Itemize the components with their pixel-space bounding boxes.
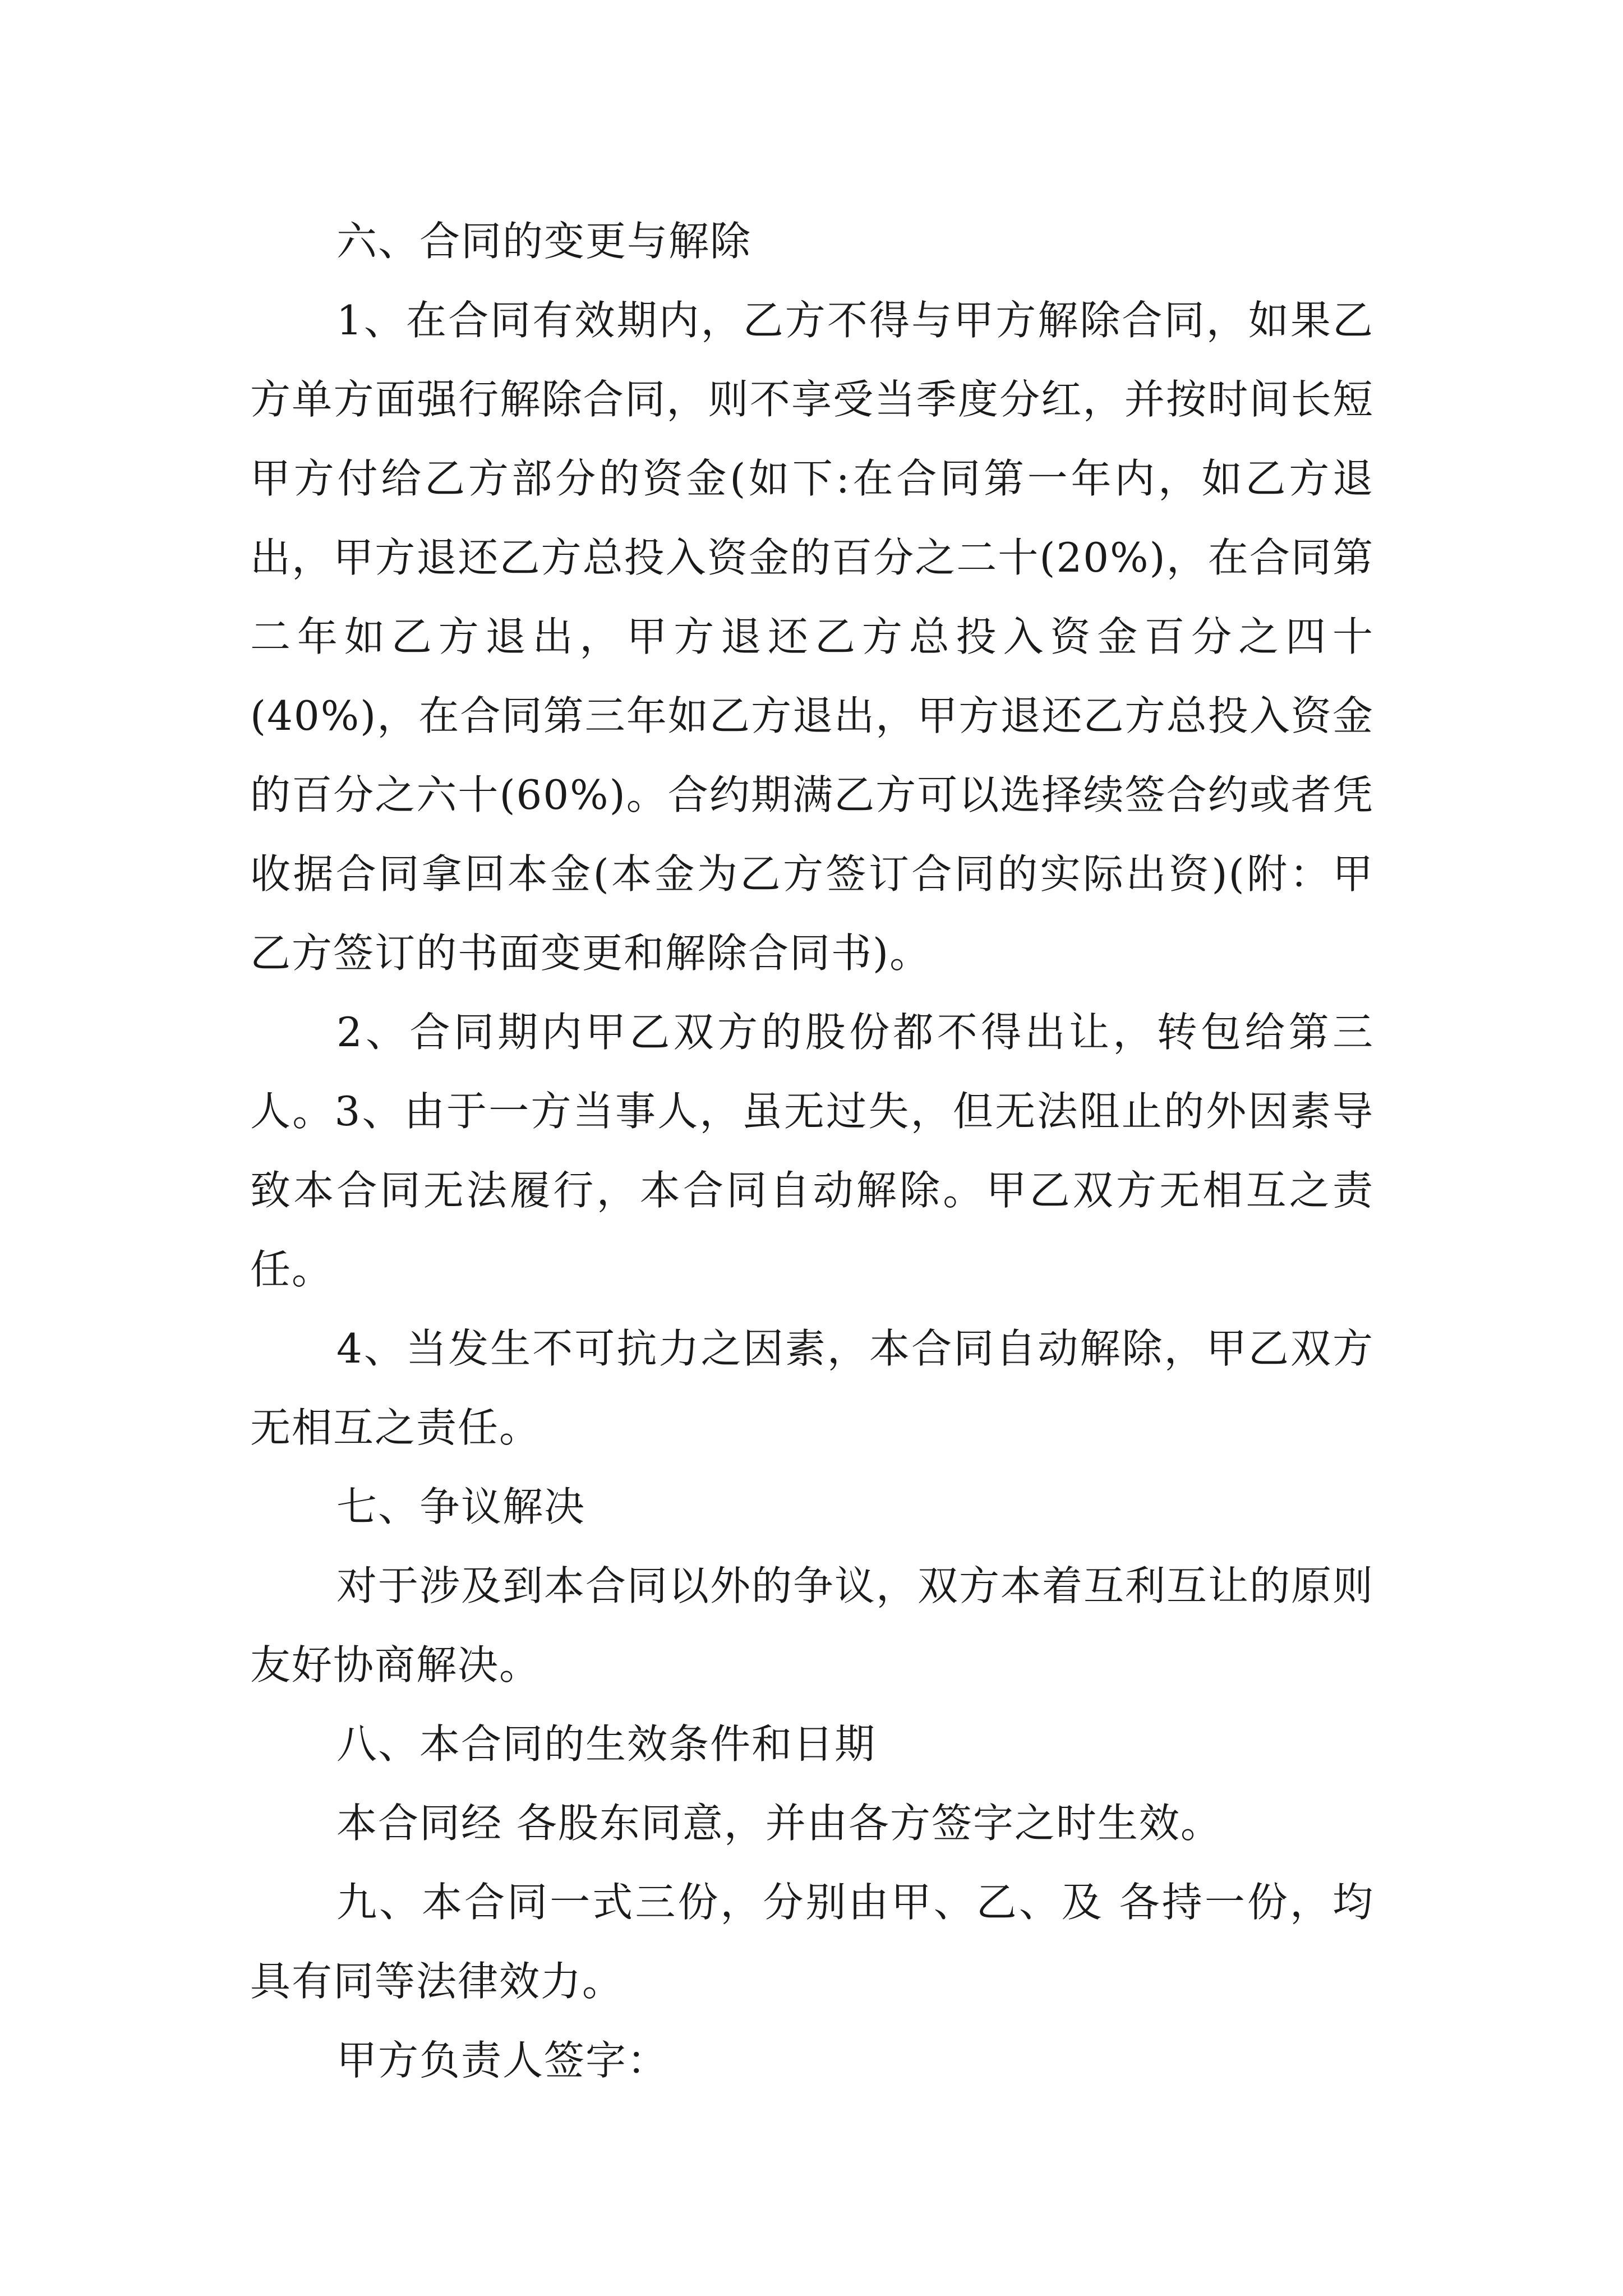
clause-paragraph: 1、在合同有效期内，乙方不得与甲方解除合同，如果乙方单方面强行解除合同，则不享受当季度分红，并按时间长短甲方付给乙方部分的资金(如下:在合同第一年内，如乙方退出，甲方退还乙方总投入资金的百分之二十(20%)，在合同第二年如乙方退出，甲方退还乙方总投入资金百分之四十(40%)，在合同第三年如乙方退出，甲方退还乙方总投入资金的百分之六十(60%)。合约期满乙方可以选择续签合约或者凭收据合同拿回本金(本金为乙方签订合同的实际出资)(附：甲乙方签订的书面变更和解除合同书)。 (250, 297, 1374, 977)
section-heading-effective-conditions: 八、本合同的生效条件和日期 (336, 1720, 877, 1768)
document-body (250, 202, 1374, 2100)
signature-line: 甲方负责人签字： (336, 2037, 669, 2084)
clause-paragraph: 本合同经 各股东同意，并由各方签字之时生效。 (336, 1800, 1222, 1847)
clause-paragraph: 对于涉及到本合同以外的争议，双方本着互利互让的原则友好协商解决。 (250, 1562, 1375, 1688)
clause-paragraph: 4、当发生不可抗力之因素，本合同自动解除，甲乙双方无相互之责任。 (250, 1325, 1374, 1451)
section-heading-dispute-resolution: 七、争议解决 (336, 1483, 586, 1530)
section-heading-contract-change: 六、合同的变更与解除 (336, 218, 752, 265)
clause-paragraph: 九、本合同一式三份，分别由甲、乙、及 各持一份，均具有同等法律效力。 (250, 1879, 1374, 2005)
clause-paragraph: 2、合同期内甲乙双方的股份都不得出让，转包给第三人。3、由于一方当事人，虽无过失，但无法阻止的外因素导致本合同无法履行，本合同自动解除。甲乙双方无相互之责任。 (250, 1009, 1374, 1293)
